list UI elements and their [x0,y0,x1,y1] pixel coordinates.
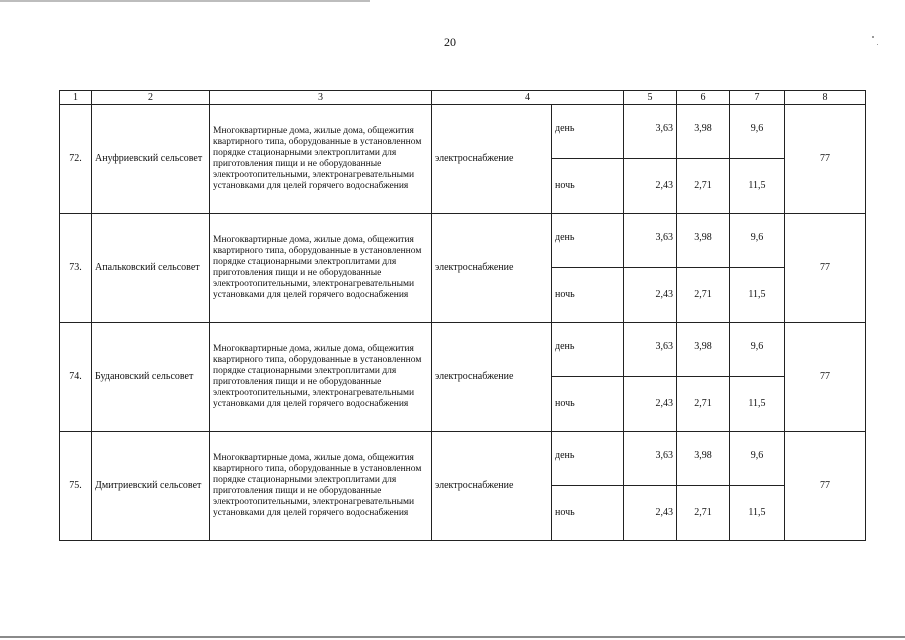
row-number: 72. [60,105,92,214]
consumer-category: Многоквартирные дома, жилые дома, общежития квартирного типа, оборудованные в установленном порядке стационарными электроплитами для приготовления пищи и не оборудованные электроотопительными, электронагревательными установками для целей горячего водоснабжения [210,323,432,432]
night-value-5: 2,43 [624,268,677,323]
value-8: 77 [785,214,866,323]
night-value-7: 11,5 [730,377,785,432]
header-cell-2: 2 [92,91,210,105]
time-zone-day: день [552,432,624,486]
time-zone-night: ночь [552,377,624,432]
night-value-7: 11,5 [730,159,785,214]
night-value-6: 2,71 [677,377,730,432]
night-value-5: 2,43 [624,486,677,541]
day-value-5: 3,63 [624,214,677,268]
tariff-table [59,90,866,541]
day-value-5: 3,63 [624,432,677,486]
region-name: Будановский сельсовет [92,323,210,432]
header-cell-5: 5 [624,91,677,105]
time-zone-day: день [552,105,624,159]
day-value-5: 3,63 [624,105,677,159]
service-type: электроснабжение [432,214,552,323]
night-value-6: 2,71 [677,486,730,541]
night-value-5: 2,43 [624,159,677,214]
day-value-7: 9,6 [730,214,785,268]
time-zone-day: день [552,214,624,268]
region-name: Дмитриевский сельсовет [92,432,210,541]
day-value-6: 3,98 [677,323,730,377]
region-name: Ануфриевский сельсовет [92,105,210,214]
service-type: электроснабжение [432,105,552,214]
night-value-7: 11,5 [730,268,785,323]
header-cell-6: 6 [677,91,730,105]
header-cell-7: 7 [730,91,785,105]
service-type: электроснабжение [432,323,552,432]
time-zone-night: ночь [552,159,624,214]
header-cell-3: 3 [210,91,432,105]
scan-artifact-top [0,0,370,2]
value-8: 77 [785,323,866,432]
page-number: 20 [444,35,456,49]
day-value-6: 3,98 [677,214,730,268]
consumer-category: Многоквартирные дома, жилые дома, общежития квартирного типа, оборудованные в установленном порядке стационарными электроплитами для приготовления пищи и не оборудованные электроотопительными, электронагревательными установками для целей горячего водоснабжения [210,105,432,214]
day-value-6: 3,98 [677,432,730,486]
row-number: 75. [60,432,92,541]
scan-artifact-bottom [0,636,905,638]
night-value-5: 2,43 [624,377,677,432]
day-value-7: 9,6 [730,105,785,159]
night-value-6: 2,71 [677,159,730,214]
row-number: 74. [60,323,92,432]
value-8: 77 [785,105,866,214]
header-cell-4: 4 [432,91,624,105]
day-value-7: 9,6 [730,432,785,486]
table-row [60,214,866,268]
day-value-5: 3,63 [624,323,677,377]
value-8: 77 [785,432,866,541]
table-header-row [60,91,866,105]
night-value-7: 11,5 [730,486,785,541]
time-zone-night: ночь [552,486,624,541]
time-zone-night: ночь [552,268,624,323]
day-value-6: 3,98 [677,105,730,159]
service-type: электроснабжение [432,432,552,541]
row-number: 73. [60,214,92,323]
table-row [60,323,866,377]
consumer-category: Многоквартирные дома, жилые дома, общежития квартирного типа, оборудованные в установленном порядке стационарными электроплитами для приготовления пищи и не оборудованные электроотопительными, электронагревательными установками для целей горячего водоснабжения [210,432,432,541]
table-row [60,105,866,159]
time-zone-day: день [552,323,624,377]
table-row [60,432,866,486]
day-value-7: 9,6 [730,323,785,377]
header-cell-8: 8 [785,91,866,105]
consumer-category: Многоквартирные дома, жилые дома, общежития квартирного типа, оборудованные в установленном порядке стационарными электроплитами для приготовления пищи и не оборудованные электроотопительными, электронагревательными установками для целей горячего водоснабжения [210,214,432,323]
night-value-6: 2,71 [677,268,730,323]
region-name: Апальковский сельсовет [92,214,210,323]
header-cell-1: 1 [60,91,92,105]
